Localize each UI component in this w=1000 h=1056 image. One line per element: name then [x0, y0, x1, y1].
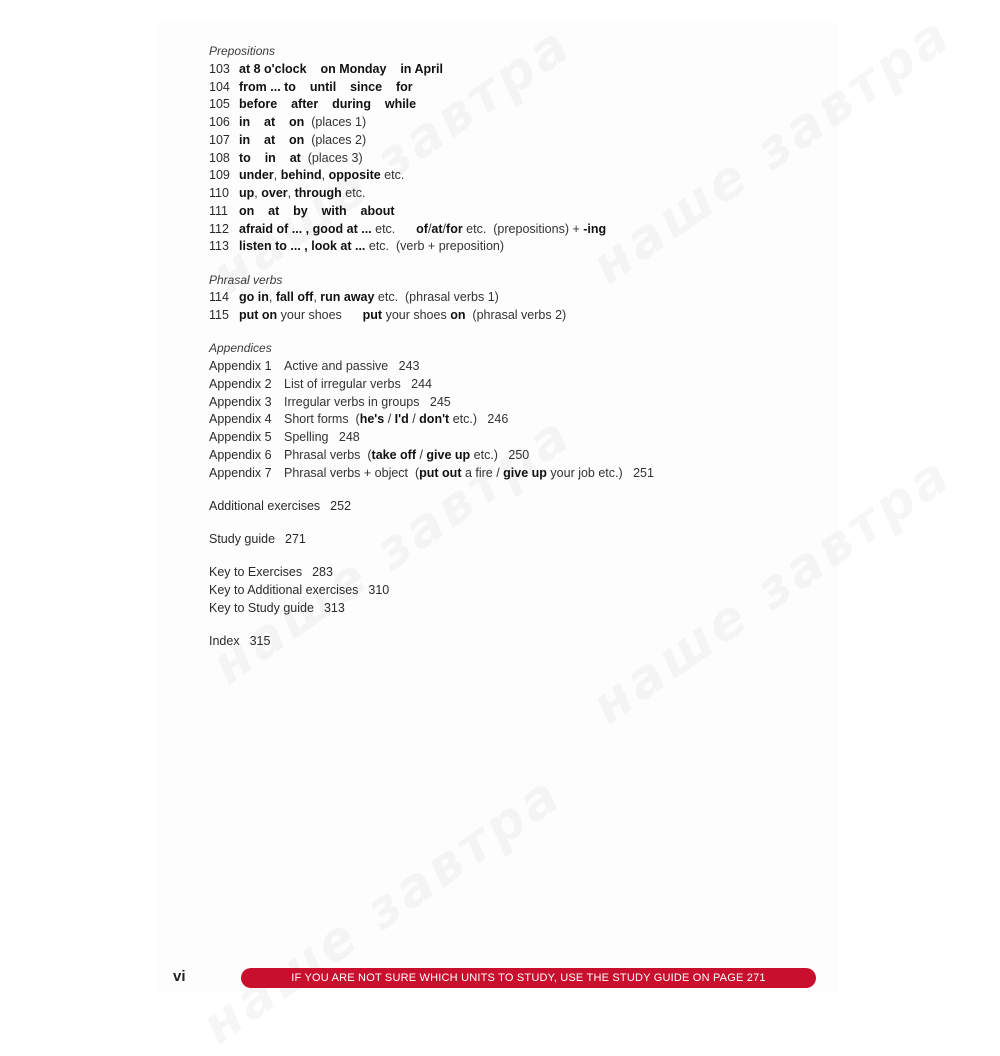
bold-text: before after during while	[239, 97, 417, 112]
plain-text: Phrasal verbs + object (	[284, 465, 420, 480]
unit-number: 115	[209, 308, 229, 322]
appendix-label: Appendix 7	[209, 465, 272, 480]
key-study-guide-entry[interactable]	[209, 600, 829, 618]
index-entry[interactable]	[209, 633, 829, 651]
appendix-entry[interactable]	[209, 376, 829, 394]
bold-text: take off	[371, 447, 416, 462]
plain-text: Irregular verbs in groups 245	[284, 394, 451, 409]
appendix-label: Appendix 4	[209, 412, 272, 427]
bold-text: at 8 o'clock on Monday in April	[239, 61, 443, 76]
unit-entry[interactable]	[209, 61, 829, 79]
study-guide-entry[interactable]	[209, 531, 829, 549]
bold-text: don't	[419, 412, 450, 427]
entry-page: 252	[330, 498, 352, 513]
unit-entry[interactable]	[209, 307, 829, 325]
bold-text: fall off	[275, 290, 314, 305]
bold-text: afraid of ... , good at ...	[239, 221, 372, 236]
appendix-entry[interactable]	[209, 394, 829, 412]
bold-text: through	[294, 186, 342, 200]
unit-number: 112	[209, 221, 229, 236]
unit-entry[interactable]	[209, 167, 829, 185]
appendices-section	[209, 340, 829, 482]
bold-text: at	[431, 221, 443, 236]
plain-text: Spelling 248	[284, 430, 360, 444]
plain-text: etc. (phrasal verbs 1)	[374, 290, 499, 305]
plain-text: a fire /	[461, 465, 504, 480]
plain-text: etc.) 250	[470, 447, 530, 462]
unit-title	[239, 289, 499, 307]
unit-title	[239, 221, 606, 239]
plain-text: your shoes	[277, 308, 363, 322]
appendix-entry[interactable]	[209, 429, 829, 447]
plain-text: etc.) 246	[449, 412, 509, 427]
unit-title	[239, 238, 504, 256]
plain-text: /	[408, 412, 420, 427]
bold-text: behind	[280, 168, 322, 183]
unit-number: 114	[209, 290, 229, 305]
plain-text: /	[384, 412, 395, 427]
additional-exercises-entry[interactable]	[209, 498, 829, 516]
entry-page: 315	[249, 634, 271, 648]
appendix-label: Appendix 3	[209, 394, 272, 409]
plain-text: your job etc.) 251	[546, 465, 654, 480]
entry-label: Key to Exercises	[209, 565, 303, 580]
unit-number: 103	[209, 61, 230, 76]
appendix-title	[284, 358, 420, 376]
unit-entry[interactable]	[209, 150, 829, 168]
bold-text: he's	[359, 412, 385, 427]
plain-text: Active and passive 243	[284, 359, 420, 373]
entry-label: Key to Additional exercises	[209, 583, 359, 597]
contents-list	[209, 43, 829, 651]
section-title: Appendices	[209, 341, 272, 356]
plain-text: (places 3)	[300, 150, 363, 165]
unit-number: 110	[209, 186, 229, 200]
bold-text: put	[362, 308, 383, 322]
bold-text: opposite	[328, 168, 381, 183]
bold-text: from ... to until since for	[239, 79, 413, 94]
plain-text: etc.	[371, 221, 417, 236]
contents-section	[209, 272, 829, 325]
unit-number: 106	[209, 115, 230, 129]
plain-text: ,	[254, 186, 262, 200]
entry-page: 313	[323, 600, 345, 615]
appendix-title	[284, 465, 654, 483]
bold-text: in at on	[239, 115, 305, 129]
entry-page: 283	[312, 565, 333, 580]
unit-number: 113	[209, 239, 229, 254]
key-exercises-entry[interactable]	[209, 564, 829, 582]
entry-page: 310	[368, 583, 390, 597]
appendix-label: Appendix 6	[209, 447, 272, 462]
appendix-label: Appendix 1	[209, 359, 272, 373]
plain-text: etc.	[380, 168, 405, 183]
plain-text: ,	[273, 168, 281, 183]
entry-label: Key to Study guide	[209, 600, 314, 615]
unit-entry[interactable]	[209, 203, 829, 221]
appendix-list	[209, 358, 829, 482]
plain-text: Phrasal verbs (	[284, 447, 372, 462]
plain-text: ,	[313, 290, 321, 305]
bold-text: on at by with about	[239, 203, 395, 218]
plain-text: ,	[321, 168, 329, 183]
appendix-label: Appendix 5	[209, 430, 272, 444]
unit-number: 104	[209, 79, 230, 94]
unit-title	[239, 150, 363, 168]
unit-title	[239, 307, 566, 325]
unit-title	[239, 114, 366, 132]
unit-entry[interactable]	[209, 96, 829, 114]
plain-text: (places 2)	[304, 132, 367, 147]
plain-text: (phrasal verbs 2)	[465, 308, 567, 322]
appendix-label: Appendix 2	[209, 376, 272, 391]
appendix-title	[284, 429, 360, 447]
bold-text: listen to ... , look at ...	[239, 239, 366, 254]
bold-text: go in	[239, 290, 269, 305]
bold-text: to in at	[239, 150, 301, 165]
appendix-entry[interactable]	[209, 465, 829, 483]
appendix-entry[interactable]	[209, 447, 829, 465]
study-guide-banner: IF YOU ARE NOT SURE WHICH UNITS TO STUDY, USE THE STUDY GUIDE ON PAGE 271	[241, 968, 816, 988]
appendix-entry[interactable]	[209, 411, 829, 429]
unit-title	[239, 185, 365, 203]
plain-text: /	[427, 221, 432, 236]
unit-number: 109	[209, 168, 230, 183]
bold-text: under	[239, 168, 274, 183]
keys-section	[209, 564, 829, 617]
plain-text: /	[415, 447, 427, 462]
bold-text: give up	[426, 447, 471, 462]
unit-entry[interactable]	[209, 221, 829, 239]
unit-title	[239, 203, 395, 221]
entry-label: Study guide	[209, 532, 276, 546]
contents-sections	[209, 43, 829, 325]
unit-entry[interactable]	[209, 79, 829, 97]
unit-title	[239, 79, 413, 97]
unit-number: 108	[209, 150, 230, 165]
bold-text: -ing	[583, 221, 607, 236]
plain-text: your shoes	[382, 308, 451, 322]
plain-text: etc. (verb + preposition)	[365, 239, 505, 254]
entry-label: Index	[209, 634, 240, 648]
plain-text: etc. (prepositions) +	[462, 221, 584, 236]
bold-text: for	[446, 221, 463, 236]
bold-text: in at on	[239, 132, 305, 147]
bold-text: I'd	[394, 412, 409, 427]
plain-text: ,	[287, 186, 295, 200]
unit-title	[239, 96, 416, 114]
plain-text: /	[442, 221, 447, 236]
plain-text: (places 1)	[304, 115, 367, 129]
unit-entry[interactable]	[209, 238, 829, 256]
plain-text: List of irregular verbs 244	[284, 376, 432, 391]
appendix-title	[284, 411, 508, 429]
appendix-title	[284, 376, 432, 394]
bold-text: put on	[239, 308, 278, 322]
plain-text: ,	[268, 290, 276, 305]
plain-text: Short forms (	[284, 412, 360, 427]
bold-text: run away	[320, 290, 375, 305]
bold-text: put out	[419, 465, 462, 480]
unit-title	[239, 61, 443, 79]
plain-text: etc.	[341, 186, 366, 200]
section-title: Prepositions	[209, 44, 276, 58]
unit-entry[interactable]	[209, 114, 829, 132]
unit-title	[239, 132, 366, 150]
unit-number: 105	[209, 97, 230, 112]
unit-number: 111	[209, 203, 229, 218]
bold-text: over	[261, 186, 288, 200]
appendix-entry[interactable]	[209, 358, 829, 376]
bold-text: of	[416, 221, 428, 236]
unit-entry[interactable]	[209, 289, 829, 307]
bold-text: give up	[503, 465, 547, 480]
bold-text: on	[450, 308, 466, 322]
key-additional-entry[interactable]	[209, 582, 829, 600]
bold-text: up	[239, 186, 255, 200]
entry-label: Additional exercises	[209, 498, 321, 513]
unit-entry[interactable]	[209, 132, 829, 150]
contents-section	[209, 43, 829, 256]
page-number: vi	[173, 968, 186, 985]
appendix-title	[284, 447, 529, 465]
unit-number: 107	[209, 132, 230, 147]
section-title: Phrasal verbs	[209, 272, 283, 287]
unit-entry[interactable]	[209, 185, 829, 203]
appendix-title	[284, 394, 451, 412]
entry-page: 271	[285, 532, 306, 546]
unit-title	[239, 167, 404, 185]
